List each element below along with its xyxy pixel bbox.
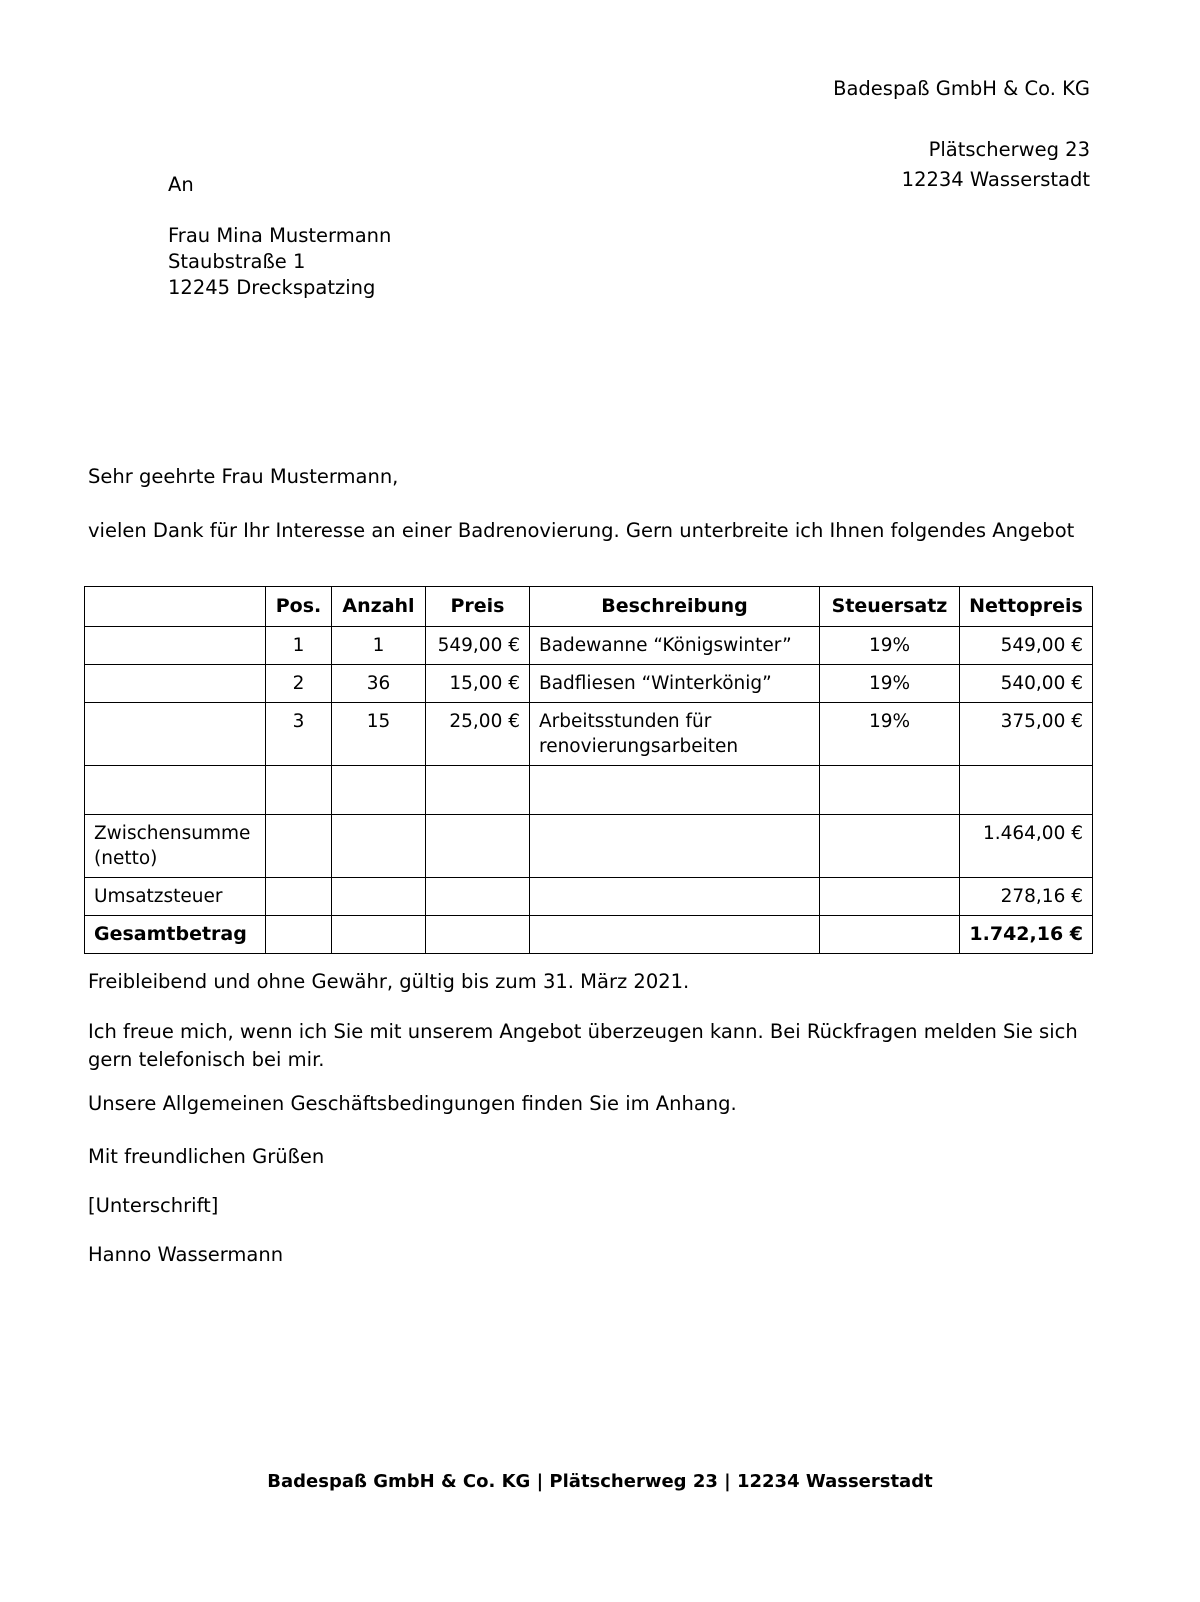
tax-beschreibung: [530, 878, 820, 916]
total-preis: [426, 916, 530, 954]
subtotal-row: [85, 815, 1093, 878]
row-anzahl: 15: [332, 703, 426, 766]
table-row: [85, 703, 1093, 766]
header-nettopreis: Nettopreis: [960, 587, 1093, 627]
signature-placeholder: [Unterschrift]: [88, 1194, 219, 1217]
total-beschreibung: [530, 916, 820, 954]
row-steuersatz: 19%: [820, 665, 960, 703]
row-label: [85, 665, 266, 703]
header-pos: Pos.: [266, 587, 332, 627]
subtotal-steuersatz: [820, 815, 960, 878]
recipient-name: Frau Mina Mustermann: [168, 224, 392, 247]
sender-company-name: Badespaß GmbH & Co. KG: [833, 77, 1090, 100]
subtotal-beschreibung: [530, 815, 820, 878]
table-header-row: [85, 587, 1093, 627]
spacer-anzahl: [332, 766, 426, 815]
row-preis: 15,00 €: [426, 665, 530, 703]
row-label: [85, 703, 266, 766]
total-row: [85, 916, 1093, 954]
total-pos: [266, 916, 332, 954]
total-label: Gesamtbetrag: [85, 916, 266, 954]
sender-city: 12234 Wasserstadt: [901, 168, 1090, 191]
subtotal-preis: [426, 815, 530, 878]
header-steuersatz: Steuersatz: [820, 587, 960, 627]
tax-pos: [266, 878, 332, 916]
table-row: [85, 665, 1093, 703]
row-beschreibung: Arbeitsstunden für renovierungsarbeiten: [530, 703, 820, 766]
spacer-label: [85, 766, 266, 815]
recipient-city: 12245 Dreckspatzing: [168, 276, 376, 299]
spacer-steuersatz: [820, 766, 960, 815]
spacer-beschreibung: [530, 766, 820, 815]
row-anzahl: 1: [332, 627, 426, 665]
total-steuersatz: [820, 916, 960, 954]
page-footer: Badespaß GmbH & Co. KG | Plätscherweg 23 | 12234 Wasserstadt: [267, 1471, 933, 1492]
recipient-address-block: [168, 172, 391, 301]
tax-label: Umsatzsteuer: [85, 878, 266, 916]
subtotal-pos: [266, 815, 332, 878]
recipient-an-label: An: [168, 173, 194, 196]
total-nettopreis: 1.742,16 €: [960, 916, 1093, 954]
header-anzahl: Anzahl: [332, 587, 426, 627]
intro-paragraph: vielen Dank für Ihr Interesse an einer Badrenovierung. Gern unterbreite ich Ihnen folgendes Angebot: [88, 519, 1075, 542]
spacer-preis: [426, 766, 530, 815]
row-pos: 3: [266, 703, 332, 766]
row-steuersatz: 19%: [820, 703, 960, 766]
subtotal-nettopreis: 1.464,00 €: [960, 815, 1093, 878]
header-label: [85, 587, 266, 627]
total-anzahl: [332, 916, 426, 954]
tax-row: [85, 878, 1093, 916]
row-nettopreis: 549,00 €: [960, 627, 1093, 665]
offer-table: [84, 586, 1093, 954]
tax-anzahl: [332, 878, 426, 916]
row-nettopreis: 375,00 €: [960, 703, 1093, 766]
contact-paragraph: Ich freue mich, wenn ich Sie mit unserem Angebot überzeugen kann. Bei Rückfragen melden Sie sich gern telefonisch bei mir.: [88, 1020, 1078, 1071]
recipient-street: Staubstraße 1: [168, 250, 306, 273]
header-beschreibung: Beschreibung: [530, 587, 820, 627]
row-pos: 1: [266, 627, 332, 665]
subtotal-anzahl: [332, 815, 426, 878]
validity-paragraph: Freibleibend und ohne Gewähr, gültig bis zum 31. März 2021.: [88, 970, 690, 993]
tax-nettopreis: 278,16 €: [960, 878, 1093, 916]
tax-steuersatz: [820, 878, 960, 916]
table-header: [85, 587, 1093, 627]
row-preis: 549,00 €: [426, 627, 530, 665]
terms-paragraph: Unsere Allgemeinen Geschäftsbedingungen finden Sie im Anhang.: [88, 1092, 737, 1115]
row-beschreibung: Badfliesen “Winterkönig”: [530, 665, 820, 703]
spacer-nettopreis: [960, 766, 1093, 815]
row-preis: 25,00 €: [426, 703, 530, 766]
header-preis: Preis: [426, 587, 530, 627]
table-body: [85, 627, 1093, 954]
row-steuersatz: 19%: [820, 627, 960, 665]
row-label: [85, 627, 266, 665]
sender-name: Hanno Wassermann: [88, 1243, 284, 1266]
row-anzahl: 36: [332, 665, 426, 703]
closing-greeting: Mit freundlichen Grüßen: [88, 1145, 325, 1168]
row-nettopreis: 540,00 €: [960, 665, 1093, 703]
subtotal-label: Zwischensumme (netto): [85, 815, 266, 878]
table-spacer-row: [85, 766, 1093, 815]
table-row: [85, 627, 1093, 665]
salutation: Sehr geehrte Frau Mustermann,: [88, 465, 399, 488]
row-pos: 2: [266, 665, 332, 703]
sender-street: Plätscherweg 23: [928, 138, 1090, 161]
sender-address-block: [833, 74, 1090, 195]
row-beschreibung: Badewanne “Königswinter”: [530, 627, 820, 665]
spacer-pos: [266, 766, 332, 815]
tax-preis: [426, 878, 530, 916]
